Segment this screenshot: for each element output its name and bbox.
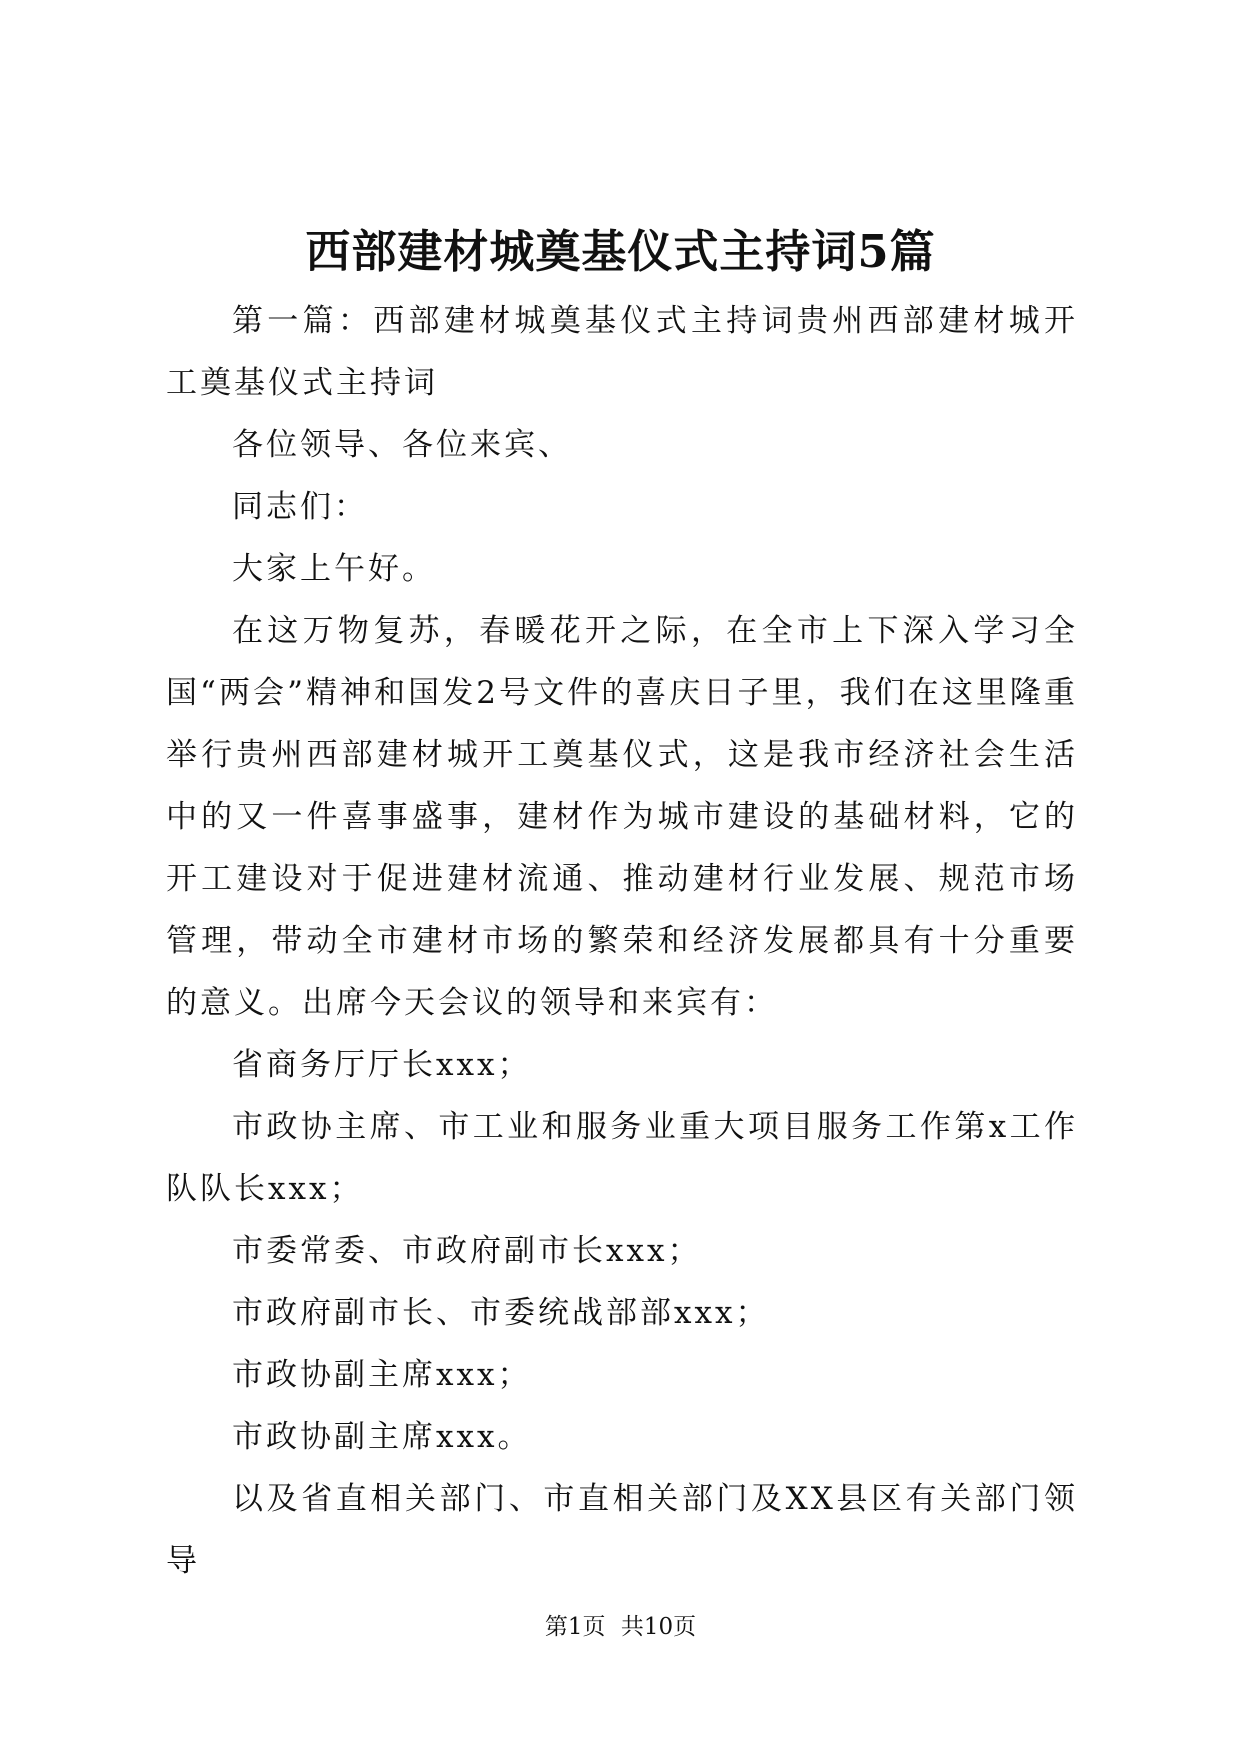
page-number: 第1页 [544, 1614, 606, 1640]
page-total: 共10页 [620, 1614, 697, 1640]
paragraph: 同志们： [232, 489, 368, 525]
paragraph: 各位领导、各位来宾、 [232, 427, 572, 463]
paragraph: 市政协副主席xxx。 [232, 1419, 532, 1455]
paragraph: 在这万物复苏，春暖花开之际，在全市上下深入学习全国“两会”精神和国发2号文件的喜庆日子里，我们在这里隆重举行贵州西部建材城开工奠基仪式，这是我市经济社会生活中的又一件喜事盛事，建材作为城市建设的基础材料，它的开工建设对于促进建材流通、推动建材行业发展、规范市场管理，带动全市建材市场的繁荣和经济发展都具有十分重要的意义。出席今天会议的领导和来宾有： [166, 613, 1078, 1021]
document-body [166, 290, 1078, 1592]
page-footer [0, 1612, 1241, 1642]
paragraph: 大家上午好。 [232, 551, 436, 587]
document-title: 西部建材城奠基仪式主持词5篇 [305, 225, 936, 278]
paragraph: 省商务厅厅长xxx； [232, 1047, 532, 1083]
paragraph: 市政府副市长、市委统战部部xxx； [232, 1295, 770, 1331]
paragraph: 第一篇：西部建材城奠基仪式主持词贵州西部建材城开工奠基仪式主持词 [166, 303, 1078, 401]
paragraph: 以及省直相关部门、市直相关部门及XX县区有关部门领导 [166, 1481, 1078, 1579]
paragraph: 市政协副主席xxx； [232, 1357, 532, 1393]
paragraph: 市政协主席、市工业和服务业重大项目服务工作第x工作队队长xxx； [166, 1109, 1078, 1207]
paragraph: 市委常委、市政府副市长xxx； [232, 1233, 702, 1269]
